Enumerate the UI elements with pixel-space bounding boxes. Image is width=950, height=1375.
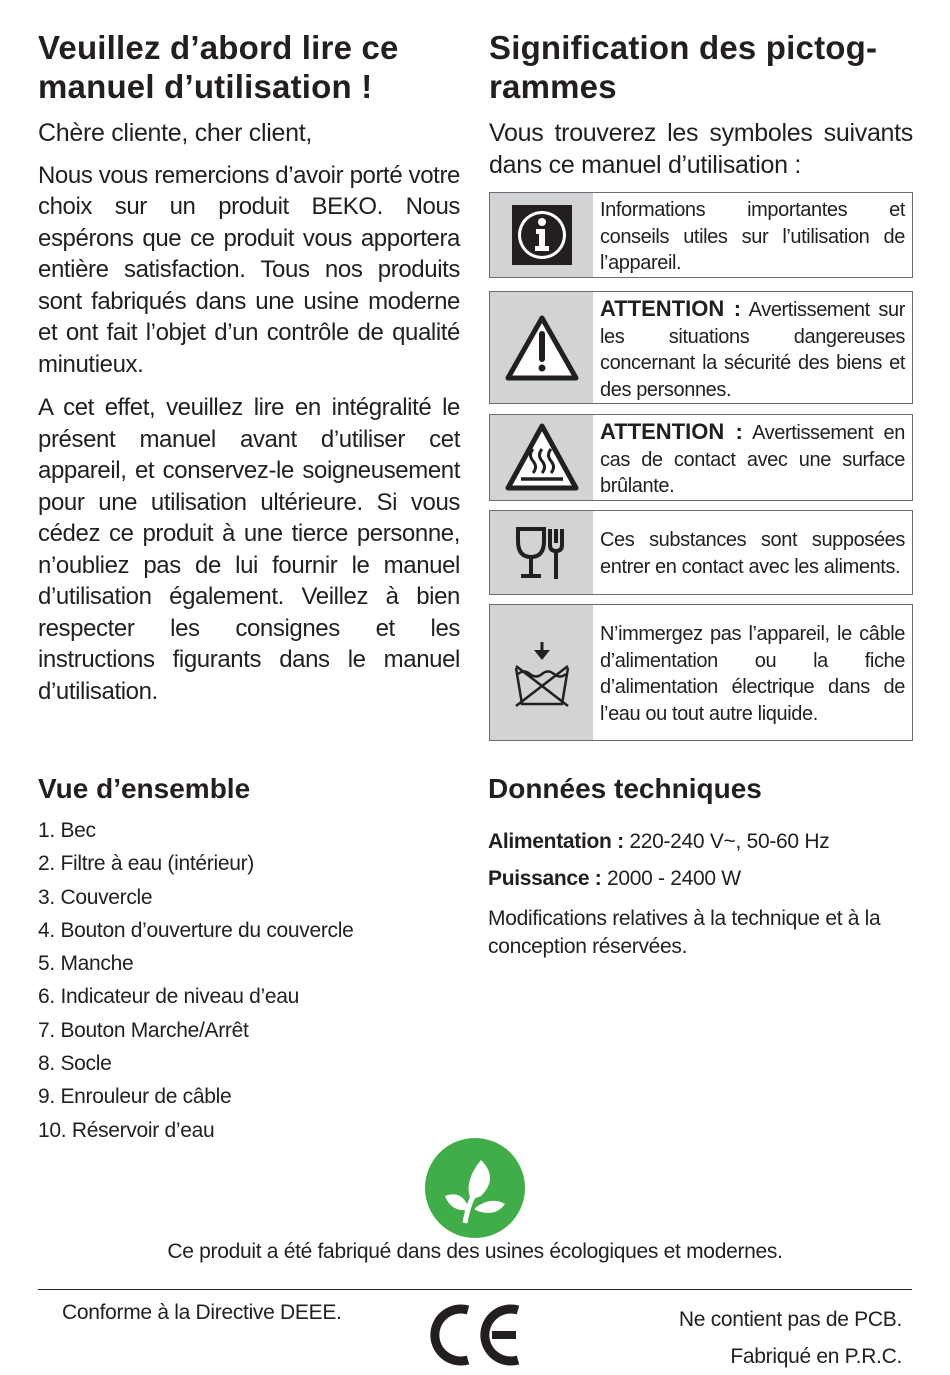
- pictograms-heading: Signification des pictog-rammes: [489, 29, 878, 105]
- wattage-spec: [488, 867, 741, 891]
- pcb-statement: Ne contient pas de PCB.: [678, 1308, 902, 1331]
- technical-note: Modifications relatives à la technique et à la conception réservées.: [488, 907, 881, 958]
- footer-right: [679, 1301, 902, 1375]
- intro-section: [38, 28, 460, 719]
- intro-paragraph-2: A cet effet, veuillez lire en intégralité le présent manuel avant d’utiliser cet appareil, et conservez-le soigneusement pour une utilisation ultérieure. Si vous cédez ce produit à une tierce personne, n’oubliez pas de lui fournir le manuel d’utilisation également. Veillez à bien respecter les consignes et les instructions figurants dans le manuel d’utilisation.: [38, 394, 460, 705]
- overview-heading: Vue d’ensemble: [38, 773, 251, 804]
- weee-statement: Conforme à la Directive DEEE.: [62, 1301, 342, 1324]
- wattage-label: Puissance :: [488, 867, 602, 890]
- list-item: 10. Réservoir d’eau: [38, 1118, 215, 1142]
- picto-warning-text: Avertissement sur les situations dangereuses concernant la sécurité des biens et des personnes.: [600, 299, 905, 401]
- picto-no-immerse: [489, 604, 913, 741]
- power-supply-spec: [488, 830, 829, 854]
- list-item: 6. Indicateur de niveau d’eau: [38, 985, 299, 1009]
- power-supply-value: 220-240 V~, 50-60 Hz: [629, 830, 830, 853]
- picto-warning: [489, 291, 913, 404]
- list-item: 3. Couvercle: [38, 885, 153, 909]
- warning-triangle-icon: [505, 315, 579, 381]
- list-item: 4. Bouton d’ouverture du couvercle: [38, 918, 354, 942]
- hot-surface-icon: [505, 423, 579, 493]
- picto-info-text: Informations importantes et conseils utiles sur l’utilisation de l’appareil.: [600, 199, 905, 274]
- list-item: 2. Filtre à eau (intérieur): [38, 852, 254, 876]
- list-item: 1. Bec: [38, 819, 96, 842]
- list-item: 7. Bouton Marche/Arrêt: [38, 1018, 249, 1042]
- intro-heading: Veuillez d’abord lire ce manuel d’utilisation !: [38, 29, 399, 105]
- origin-statement: Fabriqué en P.R.C.: [730, 1345, 902, 1368]
- technical-heading: Données techniques: [488, 773, 762, 804]
- picto-warning-label: ATTENTION :: [600, 296, 742, 321]
- list-item: 5. Manche: [38, 952, 134, 976]
- eco-leaf-icon: [425, 1138, 525, 1238]
- intro-paragraph-1: Nous vous remercions d’avoir porté votre choix sur un produit BEKO. Nous espérons que ce produit vous apportera entière satisfaction. Tous nos produits sont fabriqués dans une usine moderne et ont fait l’objet d’un contrôle de qualité minutieux.: [38, 161, 460, 378]
- list-item: 9. Enrouleur de câble: [38, 1085, 232, 1109]
- list-item: 8. Socle: [38, 1052, 112, 1076]
- picto-no-immerse-text: N’immergez pas l’appareil, le câble d’alimentation ou la fiche d’alimentation électrique dans de l’eau ou tout autre liquide.: [600, 623, 905, 725]
- eco-statement: Ce produit a été fabriqué dans des usines écologiques et modernes.: [167, 1240, 783, 1263]
- info-icon: [511, 204, 573, 266]
- pictograms-intro: Vous trouverez les symboles suivants dans ce manuel d’utilisation :: [489, 119, 913, 179]
- wattage-value: 2000 - 2400 W: [606, 867, 741, 890]
- picto-info: [489, 192, 913, 278]
- greeting: Chère cliente, cher client,: [38, 119, 312, 147]
- picto-food-text: Ces substances sont supposées entrer en contact avec les aliments.: [600, 529, 905, 578]
- picto-hot-surface: [489, 414, 913, 501]
- picto-hot-text: Avertissement en cas de contact avec une surface brûlante.: [600, 422, 905, 497]
- do-not-immerse-icon: [512, 638, 572, 708]
- ce-mark-icon: [428, 1300, 524, 1370]
- pictograms-section: [489, 28, 913, 199]
- parts-list: [38, 814, 354, 1147]
- footer-divider: [38, 1289, 912, 1290]
- food-contact-icon: [512, 523, 572, 583]
- picto-hot-label: ATTENTION :: [600, 419, 743, 444]
- picto-food-contact: [489, 510, 913, 595]
- power-supply-label: Alimentation :: [488, 830, 624, 853]
